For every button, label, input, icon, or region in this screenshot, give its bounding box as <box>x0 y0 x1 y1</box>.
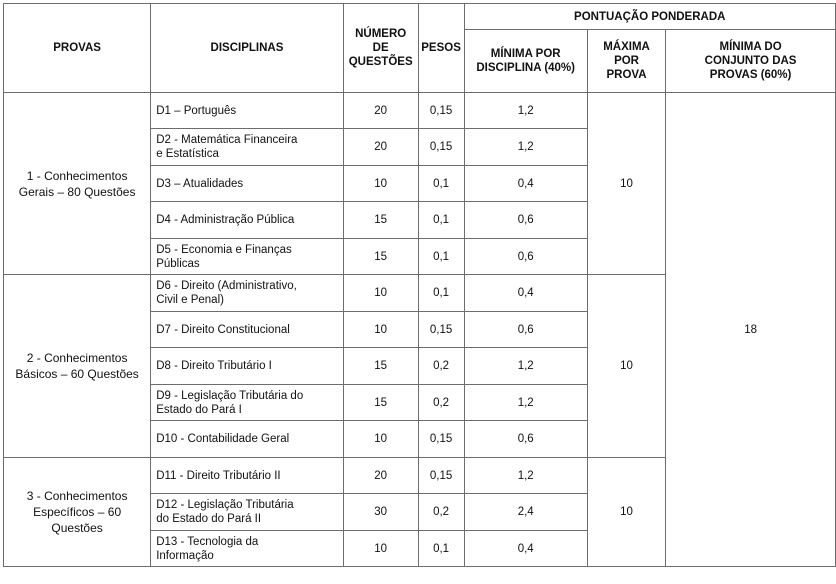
disciplina-cell: D1 – Português <box>151 93 344 129</box>
minima-cell: 0,6 <box>464 421 587 458</box>
pesos-cell: 0,1 <box>418 202 464 239</box>
questoes-cell: 10 <box>343 421 418 458</box>
prova-cell: 2 - Conhecimentos Básicos – 60 Questões <box>4 275 151 458</box>
pesos-cell: 0,1 <box>418 239 464 275</box>
minima-cell: 0,4 <box>464 531 587 567</box>
pesos-cell: 0,2 <box>418 494 464 531</box>
minima-cell: 0,6 <box>464 202 587 239</box>
disciplina-cell: D3 – Atualidades <box>151 166 344 202</box>
disciplina-cell: D10 - Contabilidade Geral <box>151 421 344 458</box>
maxima-cell: 10 <box>587 275 665 458</box>
disciplina-cell: D9 - Legislação Tributária do Estado do Pará I <box>151 385 344 421</box>
header-pontuacao-ponderada: PONTUAÇÃO PONDERADA <box>464 4 836 30</box>
questoes-cell: 30 <box>343 494 418 531</box>
questoes-cell: 10 <box>343 275 418 312</box>
questoes-cell: 15 <box>343 202 418 239</box>
pesos-cell: 0,2 <box>418 385 464 421</box>
pesos-cell: 0,15 <box>418 312 464 348</box>
minima-cell: 1,2 <box>464 458 587 494</box>
disciplina-cell: D12 - Legislação Tributária do Estado do Pará II <box>151 494 344 531</box>
minima-conjunto-cell: 18 <box>666 93 836 567</box>
maxima-cell: 10 <box>587 458 665 567</box>
minima-cell: 0,6 <box>464 312 587 348</box>
minima-cell: 1,2 <box>464 348 587 385</box>
questoes-cell: 15 <box>343 348 418 385</box>
questoes-cell: 20 <box>343 458 418 494</box>
header-pesos: PESOS <box>418 4 464 93</box>
disciplina-cell: D8 - Direito Tributário I <box>151 348 344 385</box>
minima-cell: 0,6 <box>464 239 587 275</box>
header-maxima-prova: MÁXIMA POR PROVA <box>587 30 665 93</box>
pesos-cell: 0,15 <box>418 421 464 458</box>
questoes-cell: 20 <box>343 93 418 129</box>
disciplina-cell: D11 - Direito Tributário II <box>151 458 344 494</box>
questoes-cell: 10 <box>343 531 418 567</box>
minima-cell: 2,4 <box>464 494 587 531</box>
disciplina-cell: D5 - Economia e Finanças Públicas <box>151 239 344 275</box>
pesos-cell: 0,15 <box>418 129 464 166</box>
minima-cell: 1,2 <box>464 129 587 166</box>
pesos-cell: 0,1 <box>418 166 464 202</box>
maxima-cell: 10 <box>587 93 665 275</box>
pesos-cell: 0,1 <box>418 275 464 312</box>
minima-cell: 1,2 <box>464 385 587 421</box>
prova-cell: 3 - Conhecimentos Específicos – 60 Questões <box>4 458 151 567</box>
pesos-cell: 0,15 <box>418 93 464 129</box>
pesos-cell: 0,15 <box>418 458 464 494</box>
minima-cell: 1,2 <box>464 93 587 129</box>
table-container <box>3 3 836 567</box>
disciplina-cell: D7 - Direito Constitucional <box>151 312 344 348</box>
header-minima-disciplina: MÍNIMA POR DISCIPLINA (40%) <box>464 30 587 93</box>
questoes-cell: 10 <box>343 166 418 202</box>
header-disciplinas: DISCIPLINAS <box>151 4 344 93</box>
prova-cell: 1 - Conhecimentos Gerais – 80 Questões <box>4 93 151 275</box>
disciplina-cell: D4 - Administração Pública <box>151 202 344 239</box>
questoes-cell: 15 <box>343 239 418 275</box>
disciplina-cell: D13 - Tecnologia da Informação <box>151 531 344 567</box>
pesos-cell: 0,2 <box>418 348 464 385</box>
minima-cell: 0,4 <box>464 275 587 312</box>
disciplina-cell: D2 - Matemática Financeira e Estatística <box>151 129 344 166</box>
header-numero-questoes: NÚMERO DE QUESTÕES <box>343 4 418 93</box>
questoes-cell: 10 <box>343 312 418 348</box>
header-minima-conjunto: MÍNIMA DO CONJUNTO DAS PROVAS (60%) <box>666 30 836 93</box>
minima-cell: 0,4 <box>464 166 587 202</box>
questoes-cell: 15 <box>343 385 418 421</box>
disciplina-cell: D6 - Direito (Administrativo, Civil e Penal) <box>151 275 344 312</box>
score-table <box>3 3 836 567</box>
header-provas: PROVAS <box>4 4 151 93</box>
pesos-cell: 0,1 <box>418 531 464 567</box>
questoes-cell: 20 <box>343 129 418 166</box>
table-row <box>4 93 836 129</box>
